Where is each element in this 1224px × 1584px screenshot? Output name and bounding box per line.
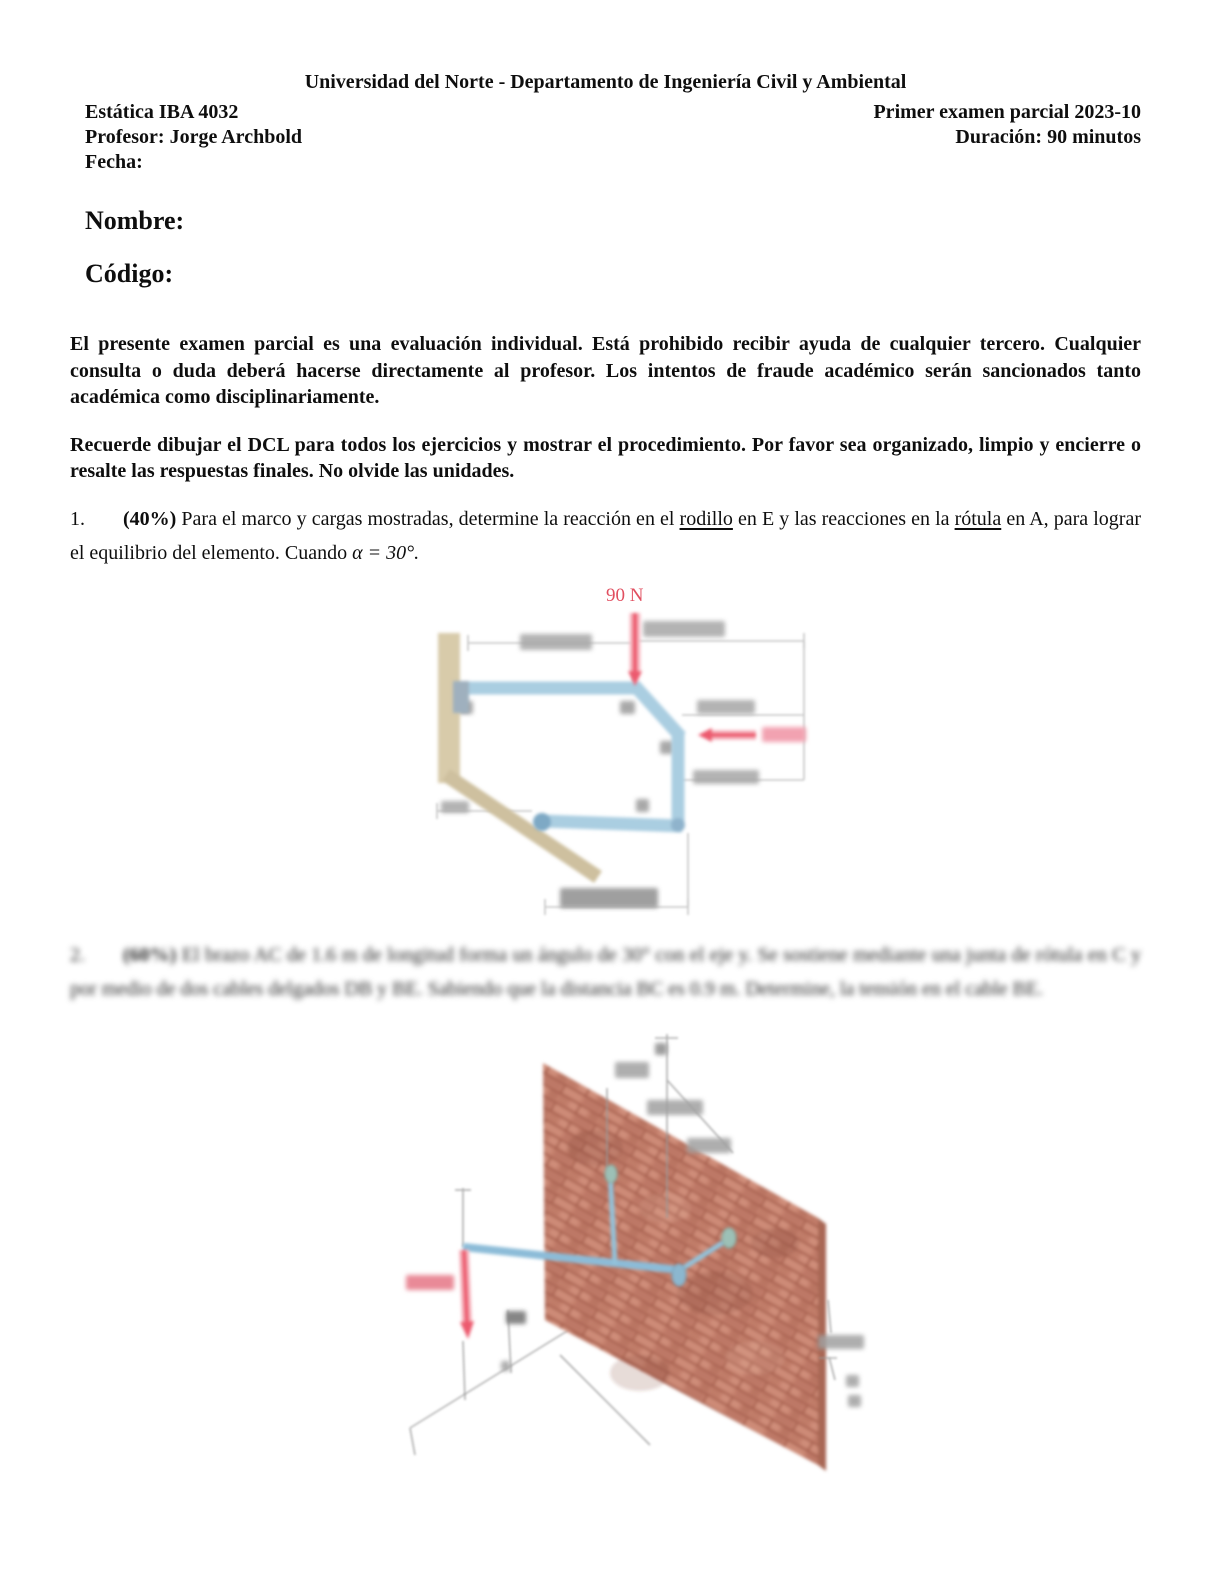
instructions-paragraph: El presente examen parcial es una evaluación individual. Está prohibido recibir ayuda de cualquier tercero. Cualquier consulta o duda deberá hacerse directamente al profesor. Los intentos de fraude académico serán sancionados tanto académica como disciplinariamente. <box>70 333 1141 408</box>
question-1 <box>70 502 1141 570</box>
question-1-weight: (40%) <box>123 507 177 530</box>
dim-label <box>643 621 725 637</box>
question-1-math: α = 30°. <box>352 541 420 564</box>
dim-label <box>615 1062 649 1078</box>
dim-label <box>687 1138 731 1153</box>
question-1-number: 1. <box>70 507 85 530</box>
applied-load <box>460 1250 474 1339</box>
question-2-weight: (60%) <box>123 943 177 966</box>
load-90n-label: 90 N <box>606 585 644 606</box>
figure-2-wall-diagram <box>385 1028 880 1500</box>
flange-top <box>605 1165 617 1183</box>
dim-label <box>697 700 755 714</box>
figure-1-frame-diagram <box>420 575 820 920</box>
dim-label <box>693 770 759 784</box>
question-1-underline-rotula: rótula <box>954 507 1002 530</box>
tan-support-member <box>438 633 598 877</box>
question-1-text-b: en E y las reacciones en la <box>732 507 955 530</box>
dim-label <box>506 1311 526 1324</box>
date-label: Fecha: <box>85 151 143 173</box>
header-meta-right <box>873 100 1141 175</box>
code-field-label: Código: <box>85 259 174 288</box>
flange-right <box>722 1228 736 1248</box>
point-label <box>636 799 649 812</box>
dim-label <box>846 1375 859 1387</box>
dim-label <box>818 1335 864 1349</box>
question-2-number: 2. <box>70 943 85 966</box>
question-2-text: El brazo AC de 1.6 m de longitud forma un ángulo de 30° con el eje y. Se sostiene mediante una junta de rótula en C y por medio de dos cables delgados DB y BE. Sabiendo que la distancia BC es 0.9 m. Determine, la tensión en el cable BE. <box>70 943 1141 1000</box>
dim-label <box>501 1361 510 1371</box>
header-meta-left <box>85 100 302 175</box>
flange-center <box>672 1264 686 1286</box>
dimension-label-blobs <box>441 621 759 908</box>
pin-a <box>533 813 551 831</box>
down-arrowhead <box>460 1321 474 1339</box>
exam-label: Primer examen parcial 2023-10 <box>873 101 1141 123</box>
dim-label <box>848 1395 861 1407</box>
professor-label: Profesor: Jorge Archbold <box>85 126 303 148</box>
point-label <box>620 701 635 714</box>
duration-label: Duración: 90 minutos <box>955 126 1141 148</box>
left-arrowhead <box>698 728 712 742</box>
dimension-lines <box>437 615 804 915</box>
dim-label <box>441 801 469 813</box>
blurred-force-label <box>406 1275 454 1290</box>
course-label: Estática IBA 4032 <box>85 101 239 123</box>
name-field-label: Nombre: <box>85 206 185 235</box>
question-1-text-c: en A, para lograr el equilibrio del elemento. Cuando <box>70 507 1141 564</box>
joint-bracket <box>453 681 469 713</box>
dim-label <box>655 1043 667 1055</box>
dim-label <box>647 1100 703 1115</box>
joint-e <box>671 818 685 832</box>
question-1-underline-rodillo: rodillo <box>679 507 733 530</box>
dim-label <box>520 634 592 650</box>
header-meta <box>70 100 1141 175</box>
dim-label <box>560 888 658 908</box>
page-title: Universidad del Norte - Departamento de Ingeniería Civil y Ambiental <box>304 71 907 93</box>
blurred-force-label <box>762 727 806 742</box>
dcl-note-paragraph: Recuerde dibujar el DCL para todos los ejercicios y mostrar el procedimiento. Por favor sea organizado, limpio y encierre o resalte las respuestas finales. No olvide las unidades. <box>70 433 1141 482</box>
question-1-text-a: Para el marco y cargas mostradas, determine la reacción en el <box>176 507 680 530</box>
question-2-blurred <box>70 938 1141 1006</box>
